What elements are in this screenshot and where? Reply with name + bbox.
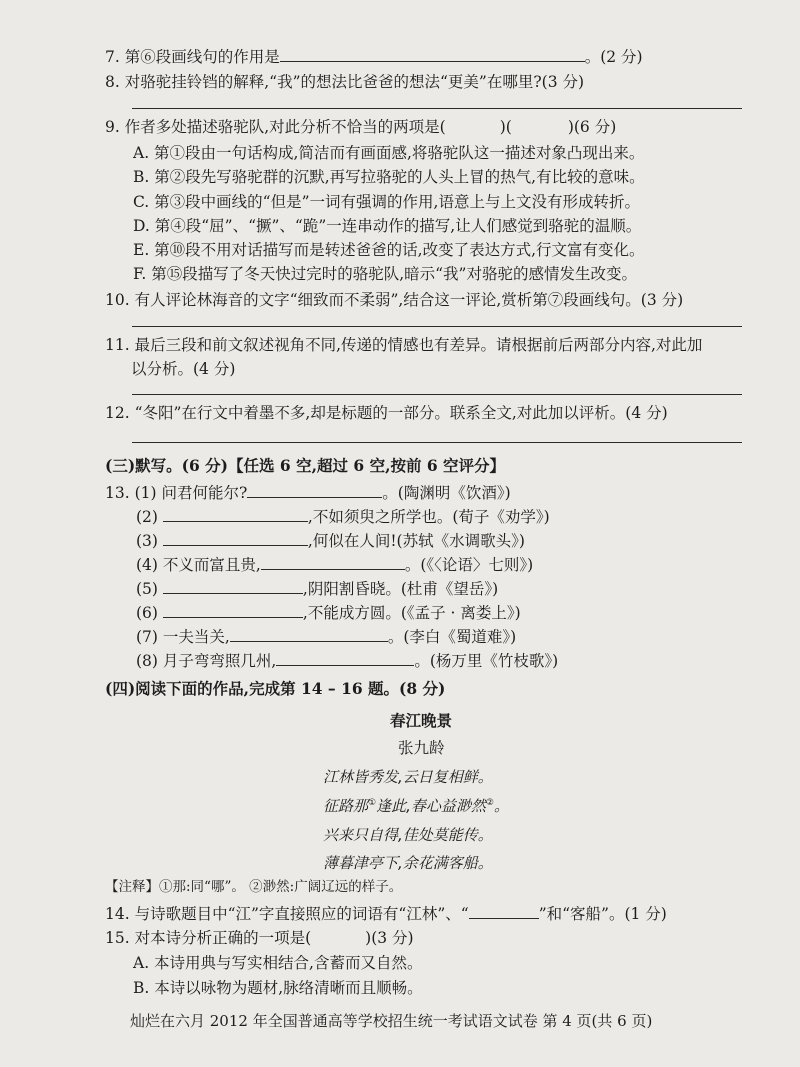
poem-line-1: 江林皆秀发,云日复相鲜。 xyxy=(323,768,493,786)
footnote-marker-2: ② xyxy=(485,798,494,808)
question-9 xyxy=(105,116,616,138)
question-12: 12. “冬阳”在行文中着墨不多,却是标题的一部分。联系全文,对此加以评析。(4 分) xyxy=(105,404,668,422)
option-c: C. 第③段中画线的“但是”一词有强调的作用,语意上与上文没有形成转折。 xyxy=(133,193,640,211)
question-13 xyxy=(105,482,511,504)
dictation-5-blank[interactable] xyxy=(163,578,303,594)
question-7-text: 7. 第⑥段画线句的作用是 xyxy=(105,48,280,66)
option-b: B. 第②段先写骆驼群的沉默,再写拉骆驼的人头上冒的热气,有比较的意味。 xyxy=(133,168,645,186)
dictation-6 xyxy=(136,602,521,624)
question-14-tail: ”和“客船”。(1 分) xyxy=(538,905,667,923)
option-a: A. 第①段由一句话构成,简洁而有画面感,将骆驼队这一描述对象凸现出来。 xyxy=(133,144,645,162)
poem-line-4: 薄暮津亭下,余花满客船。 xyxy=(323,854,493,872)
question-11-line-1: 11. 最后三段和前文叙述视角不同,传递的情感也有差异。请根据前后两部分内容,对此加 xyxy=(105,336,703,354)
poem-line-2-part-2: 逢此,春心益渺然 xyxy=(376,797,486,815)
dictation-8-blank[interactable] xyxy=(276,650,414,666)
dictation-2 xyxy=(136,506,550,528)
question-14 xyxy=(105,903,667,925)
question-15-stem: 15. 对本诗分析正确的一项是( xyxy=(105,929,312,947)
dictation-6-source: ,不能成方圆。(《孟子 · 离娄上》) xyxy=(302,604,521,622)
bracket-separator: )( xyxy=(499,118,512,136)
answer-line[interactable] xyxy=(132,326,742,327)
section-3-title: (三)默写。(6 分) xyxy=(105,456,229,475)
dictation-8 xyxy=(136,650,558,672)
dictation-7-source: 。(李白《蜀道难》) xyxy=(387,628,517,646)
question-8: 8. 对骆驼挂铃铛的解释,“我”的想法比爸爸的想法“更美”在哪里?(3 分) xyxy=(105,73,585,91)
option-e: E. 第⑩段不用对话描写而是转述爸爸的话,改变了表达方式,行文富有变化。 xyxy=(133,241,645,259)
question-15 xyxy=(105,927,414,949)
answer-line[interactable] xyxy=(132,108,742,109)
option-d: D. 第④段“屈”、“撅”、“跪”一连串动作的描写,让人们感觉到骆驼的温顺。 xyxy=(133,217,642,235)
dictation-4-blank[interactable] xyxy=(261,554,405,570)
dictation-1-blank[interactable] xyxy=(247,482,382,498)
dictation-7 xyxy=(136,626,516,648)
poem-annotation: 【注释】①那:同“哪”。 ②渺然:广阔辽远的样子。 xyxy=(105,879,403,895)
poem-line-2-part-1: 征路那 xyxy=(323,797,369,815)
question-7-score: 。(2 分) xyxy=(584,48,643,66)
poem-title: 春江晚景 xyxy=(390,711,453,730)
question-11-line-2: 以分析。(4 分) xyxy=(131,360,236,378)
dictation-5 xyxy=(136,578,498,600)
question-9-score: )(6 分) xyxy=(567,118,617,136)
question-13-number: 13. xyxy=(105,484,130,502)
dictation-6-blank[interactable] xyxy=(163,602,303,618)
question-14-blank[interactable] xyxy=(469,903,539,919)
question-9-stem: 9. 作者多处描述骆驼队,对此分析不恰当的两项是( xyxy=(105,118,446,136)
dictation-8-source: 。(杨万里《竹枝歌》) xyxy=(414,652,559,670)
dictation-5-source: ,阴阳割昏晓。(杜甫《望岳》) xyxy=(302,580,499,598)
question-15-score: )(3 分) xyxy=(365,929,414,947)
dictation-1-prompt: (1) 问君何能尔? xyxy=(134,484,248,502)
dictation-2-number: (2) xyxy=(136,508,163,526)
dictation-3-number: (3) xyxy=(136,532,163,550)
dictation-5-number: (5) xyxy=(136,580,163,598)
poem-line-2 xyxy=(323,795,509,817)
dictation-3-source: ,何似在人间!(苏轼《水调歌头》) xyxy=(307,532,525,550)
section-3-rule: 【任选 6 空,超过 6 空,按前 6 空评分】 xyxy=(228,456,506,475)
dictation-7-blank[interactable] xyxy=(230,626,388,642)
page-footer: 灿烂在六月 2012 年全国普通高等学校招生统一考试语文试卷 第 4 页(共 6 页) xyxy=(130,1012,653,1030)
option-a: A. 本诗用典与写实相结合,含蓄而又自然。 xyxy=(133,954,423,972)
dictation-3-blank[interactable] xyxy=(163,530,308,546)
dictation-2-blank[interactable] xyxy=(163,506,308,522)
poem-author: 张九龄 xyxy=(398,739,445,757)
answer-line[interactable] xyxy=(132,442,742,443)
dictation-6-number: (6) xyxy=(136,604,163,622)
question-7 xyxy=(105,46,643,68)
section-4-heading: (四)阅读下面的作品,完成第 14 – 16 题。(8 分) xyxy=(105,679,446,698)
footnote-marker-1: ① xyxy=(368,798,377,808)
section-3-heading xyxy=(105,455,505,477)
question-14-text: 14. 与诗歌题目中“江”字直接照应的词语有“江林”、“ xyxy=(105,905,469,923)
question-10: 10. 有人评论林海音的文字“细致而不柔弱”,结合这一评论,赏析第⑦段画线句。(3 分) xyxy=(105,291,684,309)
poem-line-2-part-3: 。 xyxy=(493,797,509,815)
dictation-3 xyxy=(136,530,525,552)
answer-line[interactable] xyxy=(132,394,742,395)
dictation-4 xyxy=(136,554,533,576)
dictation-4-source: 。(《〈论语〉七则》) xyxy=(404,556,534,574)
dictation-1-source: 。(陶渊明《饮酒》) xyxy=(382,484,511,502)
dictation-4-prompt: (4) 不义而富且贵, xyxy=(136,556,261,574)
option-b: B. 本诗以咏物为题材,脉络清晰而且顺畅。 xyxy=(133,979,423,997)
dictation-8-prompt: (8) 月子弯弯照几州, xyxy=(136,652,277,670)
dictation-2-source: ,不如须臾之所学也。(荀子《劝学》) xyxy=(307,508,550,526)
answer-blank[interactable] xyxy=(280,46,585,62)
poem-line-3: 兴来只自得,佳处莫能传。 xyxy=(323,826,493,844)
option-f: F. 第⑮段描写了冬天快过完时的骆驼队,暗示“我”对骆驼的感情发生改变。 xyxy=(133,265,637,283)
dictation-7-prompt: (7) 一夫当关, xyxy=(136,628,230,646)
